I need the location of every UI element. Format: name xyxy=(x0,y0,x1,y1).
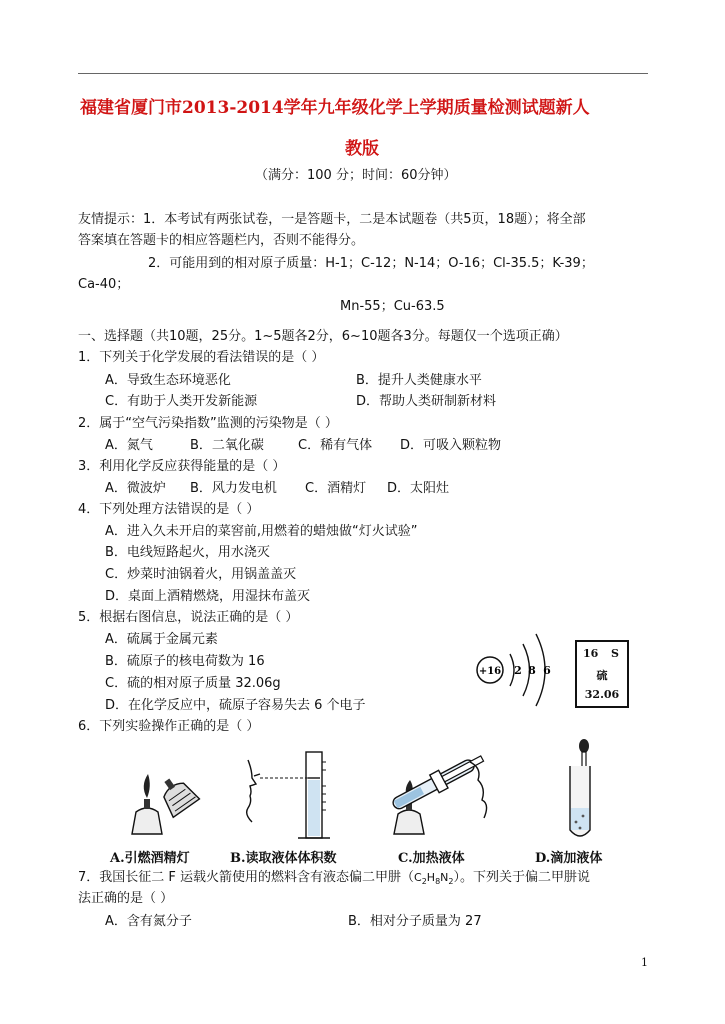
q3-option-a: A．微波炉 xyxy=(105,481,166,496)
formula-h-subscript: 8 xyxy=(435,877,441,886)
doc-title-line2: 教版 xyxy=(345,139,379,159)
q2-option-d: D．可吸入颗粒物 xyxy=(400,438,502,453)
q4-option-c: C．炒菜时油锅着火，用锅盖盖灭 xyxy=(105,567,297,582)
header-rule xyxy=(78,73,648,74)
q5-option-b: B．硫原子的核电荷数为 16 xyxy=(105,654,265,669)
q1-option-c: C．有助于人类开发新能源 xyxy=(105,394,258,409)
notes-line5: Mn-55；Cu-63.5 xyxy=(340,299,445,314)
sulfur-element-card xyxy=(575,640,629,708)
shell-3-electrons: 6 xyxy=(543,664,551,677)
q5-option-c: C．硫的相对原子质量 32.06g xyxy=(105,676,281,691)
q1-option-b: B．提升人类健康水平 xyxy=(356,373,482,388)
q3-option-c: C．酒精灯 xyxy=(305,481,367,496)
figure-b-reading-cylinder xyxy=(238,748,348,844)
q7-option-b: B．相对分子质量为 27 xyxy=(348,914,482,929)
formula-n: N xyxy=(440,871,449,884)
figure-c-heating-liquid xyxy=(378,742,496,842)
score-time: （满分：100 分；时间：60分钟） xyxy=(255,168,457,183)
formula-h: H xyxy=(426,871,436,884)
q4-stem: 4．下列处理方法错误的是（ ） xyxy=(78,502,260,517)
q6-stem: 6．下列实验操作正确的是（ ） xyxy=(78,719,260,734)
q5-option-d: D．在化学反应中，硫原子容易失去 6 个电子 xyxy=(105,698,366,713)
page-number: 1 xyxy=(641,956,648,969)
element-atomic-mass: 32.06 xyxy=(584,688,620,701)
q7-option-a: A．含有氮分子 xyxy=(105,914,192,929)
q1-option-d: D．帮助人类研制新材料 xyxy=(356,394,497,409)
q2-option-b: B．二氧化碳 xyxy=(190,438,264,453)
sulfur-atom-structure-diagram xyxy=(470,628,560,712)
notes-line1: 友情提示：1．本考试有两张试卷，一是答题卡，二是本试题卷（共5页，18题）；将全部 xyxy=(78,212,586,227)
q3-option-d: D．太阳灶 xyxy=(387,481,450,496)
q7-stem-line2: 法正确的是（ ） xyxy=(78,891,174,906)
element-name: 硫 xyxy=(596,669,608,682)
q4-option-b: B．电线短路起火，用水浇灭 xyxy=(105,545,270,560)
figure-d-dropping-liquid xyxy=(558,738,608,842)
q2-stem: 2．属于“空气污染指数”监测的污染物是（ ） xyxy=(78,416,338,431)
figure-a-lighting-lamp xyxy=(122,752,212,842)
section-heading: 一、选择题（共10题，25分。1~5题各2分，6~10题各3分。每题仅一个选项正确） xyxy=(78,329,568,344)
q2-option-a: A．氮气 xyxy=(105,438,153,453)
q2-option-c: C．稀有气体 xyxy=(298,438,373,453)
shell-2-electrons: 8 xyxy=(528,664,536,677)
element-atomic-number: 16 xyxy=(583,647,599,660)
q1-option-a: A．导致生态环境恶化 xyxy=(105,373,231,388)
notes-line3: 2．可能用到的相对原子质量：H-1；C-12；N-14；O-16；Cl-35.5；K-39； xyxy=(148,256,594,271)
q7-stem-line1 xyxy=(78,870,590,890)
q5-option-a: A．硫属于金属元素 xyxy=(105,632,218,647)
notes-line4: Ca-40； xyxy=(78,277,130,292)
figure-b-caption: B.读取液体体积数 xyxy=(230,851,337,866)
q7-stem-part2: ）。下列关于偏二甲肼说 xyxy=(453,870,591,885)
q1-stem: 1．下列关于化学发展的看法错误的是（ ） xyxy=(78,350,325,365)
figure-c-caption: C.加热液体 xyxy=(398,851,465,866)
formula-c: C xyxy=(414,871,422,884)
formula-n-subscript: 2 xyxy=(448,877,454,886)
figure-d-caption: D.滴加液体 xyxy=(535,851,603,866)
q4-option-a: A．进入久未开启的菜窖前,用燃着的蜡烛做“灯火试验” xyxy=(105,524,418,539)
shell-1-electrons: 2 xyxy=(514,664,522,677)
figure-a-caption: A.引燃酒精灯 xyxy=(110,851,190,866)
doc-title-line1: 福建省厦门市2013-2014学年九年级化学上学期质量检测试题新人 xyxy=(80,98,590,118)
notes-line2: 答案填在答题卡的相应答题栏内，否则不能得分。 xyxy=(78,233,365,248)
q3-option-b: B．风力发电机 xyxy=(190,481,277,496)
q7-stem-part1: 7．我国长征二 F 运载火箭使用的燃料含有液态偏二甲肼（ xyxy=(78,870,415,885)
q5-stem: 5．根据右图信息，说法正确的是（ ） xyxy=(78,610,299,625)
nucleus-charge-label: +16 xyxy=(478,666,502,677)
q3-stem: 3．利用化学反应获得能量的是（ ） xyxy=(78,459,286,474)
formula-c-subscript: 2 xyxy=(421,877,427,886)
q4-option-d: D．桌面上酒精燃烧，用湿抹布盖灭 xyxy=(105,589,311,604)
element-symbol: S xyxy=(611,647,619,660)
